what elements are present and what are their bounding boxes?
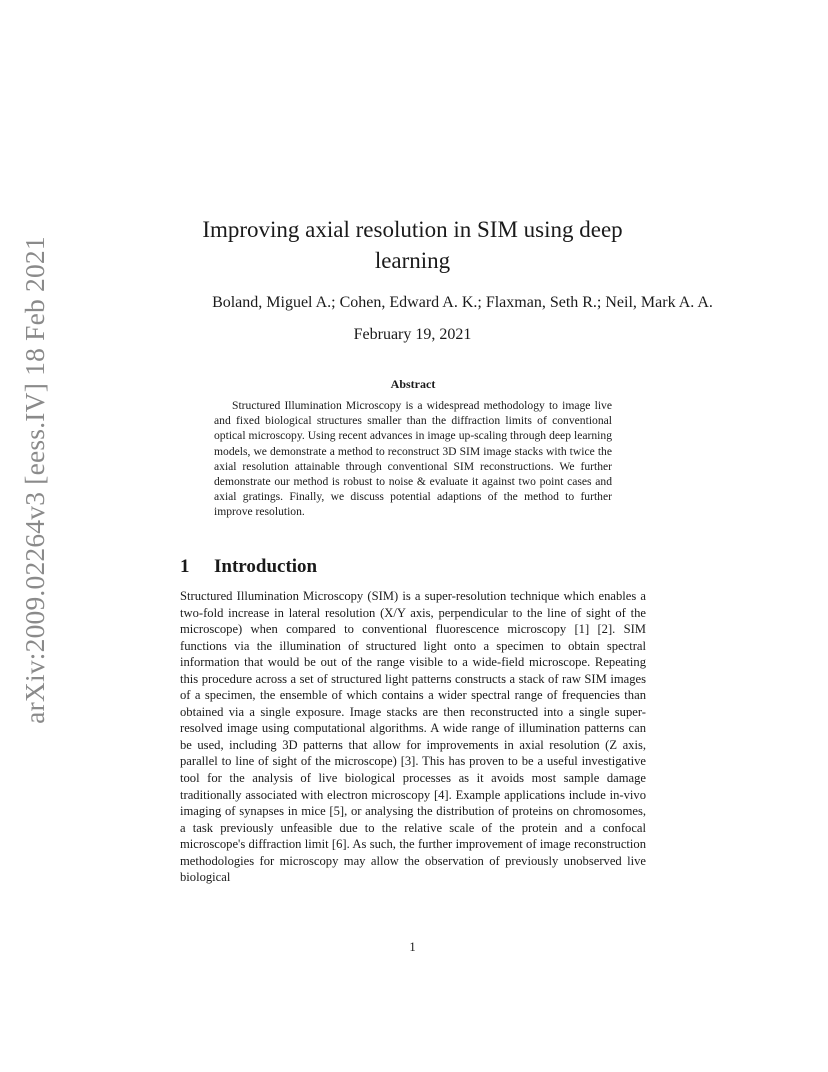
arxiv-identifier-text: arXiv:2009.02264v3 [eess.IV] 18 Feb 2021 xyxy=(19,236,50,724)
author-list: Boland, Miguel A.; Cohen, Edward A. K.; Flaxman, Seth R.; Neil, Mark A. A. xyxy=(212,294,713,311)
section-heading xyxy=(180,554,645,580)
abstract-text: Structured Illumination Microscopy is a widespread methodology to image live and fixed biological structures smaller than the diffraction limits of conventional optical microscopy. Using recent advances in image up-scaling through deep learning models, we demonstrate a method to reconstruct 3D SIM image stacks with twice the axial resolution attainable through conventional SIM reconstructions. We further demonstrate our method is robust to noise & evaluate it against two point cases and axial gratings. Finally, we discuss potential adaptions of the method to further improve resolution. xyxy=(214,399,612,519)
page-number: 1 xyxy=(409,940,416,954)
section-title: Introduction xyxy=(214,556,318,577)
abstract-heading: Abstract xyxy=(390,377,436,391)
paper-title: Improving axial resolution in SIM using deep learning xyxy=(202,217,623,273)
section-number: 1 xyxy=(180,556,190,577)
arxiv-identifier-stamp xyxy=(0,0,60,1072)
introduction-text: Structured Illumination Microscopy (SIM) is a super-resolution technique which enables a two-fold increase in lateral resolution (X/Y axis, perpendicular to the line of sight of the microscope) when compared to conventional fluorescence microscopy [1] [2]. SIM functions via the illumination of structured light onto a specimen to obtain spectral information that would be out of the range visible to a wide-field microscope. Repeating this procedure across a set of structured light patterns constructs a stack of raw SIM images of a specimen, the ensemble of which contains a wider spectral range of frequencies than obtained via a single exposure. Image stacks are then reconstructed into a single super-resolved image using computational algorithms. A wide range of illumination patterns can be used, including 3D patterns that allow for improvements in axial resolution (Z axis, parallel to line of sight of the microscope) [3]. This has proven to be a useful investigative tool for the analysis of live biological processes as it avoids most sample damage traditionally associated with electron microscopy [4]. Example applications include in-vivo imaging of synapses in mice [5], or analysing the distribution of proteins on chromosomes, a task previously unfeasible due to the relative scale of the protein and a confocal microscope's diffraction limit [6]. As such, the further improvement of image reconstruction methodologies for microscopy may allow the observation of previously unobserved live biological xyxy=(180,589,646,885)
publication-date: February 19, 2021 xyxy=(353,326,472,343)
